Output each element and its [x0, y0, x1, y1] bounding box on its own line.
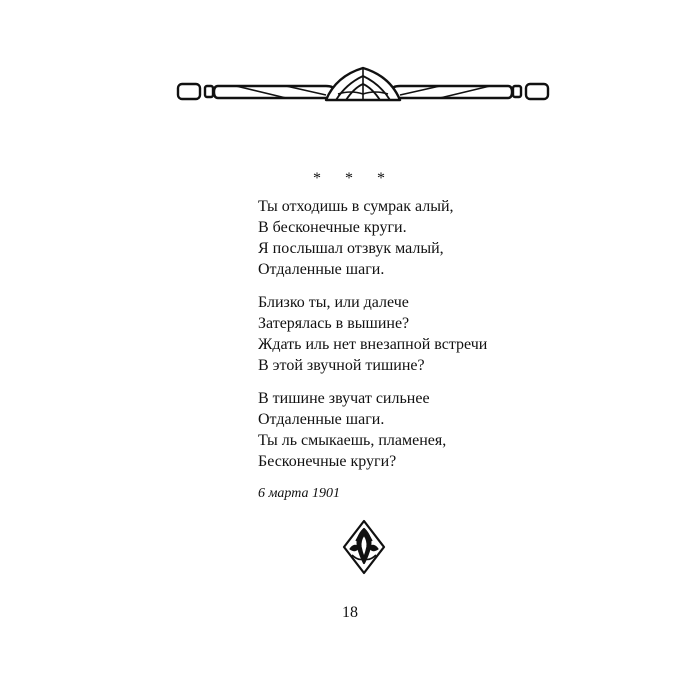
poem-line: В тишине звучат сильнее [258, 390, 430, 407]
fleur-diamond-ornament [342, 519, 386, 575]
poem-line: Бесконечные круги? [258, 453, 397, 470]
poem-line: В этой звучной тишине? [258, 357, 425, 374]
page-number: 18 [342, 604, 358, 621]
art-nouveau-header-ornament [176, 64, 550, 108]
poem-line: Я послышал отзвук малый, [258, 240, 444, 257]
poem-line: Близко ты, или далече [258, 294, 409, 311]
poem-line: Ты отходишь в сумрак алый, [258, 198, 454, 215]
stanza [258, 196, 578, 280]
poem-line: Ты ль смыкаешь, пламенея, [258, 432, 447, 449]
poem-line: Затерялась в вышине? [258, 315, 410, 332]
stanza [258, 388, 578, 472]
poem-line: Отдаленные шаги. [258, 261, 385, 278]
section-marker: * * * [313, 170, 395, 187]
stanza [258, 292, 578, 376]
poem-line: Ждать иль нет внезапной встречи [258, 336, 488, 353]
poem [258, 196, 578, 504]
poem-date: 6 марта 1901 [258, 486, 341, 501]
poem-line: В бесконечные круги. [258, 219, 407, 236]
poem-line: Отдаленные шаги. [258, 411, 385, 428]
